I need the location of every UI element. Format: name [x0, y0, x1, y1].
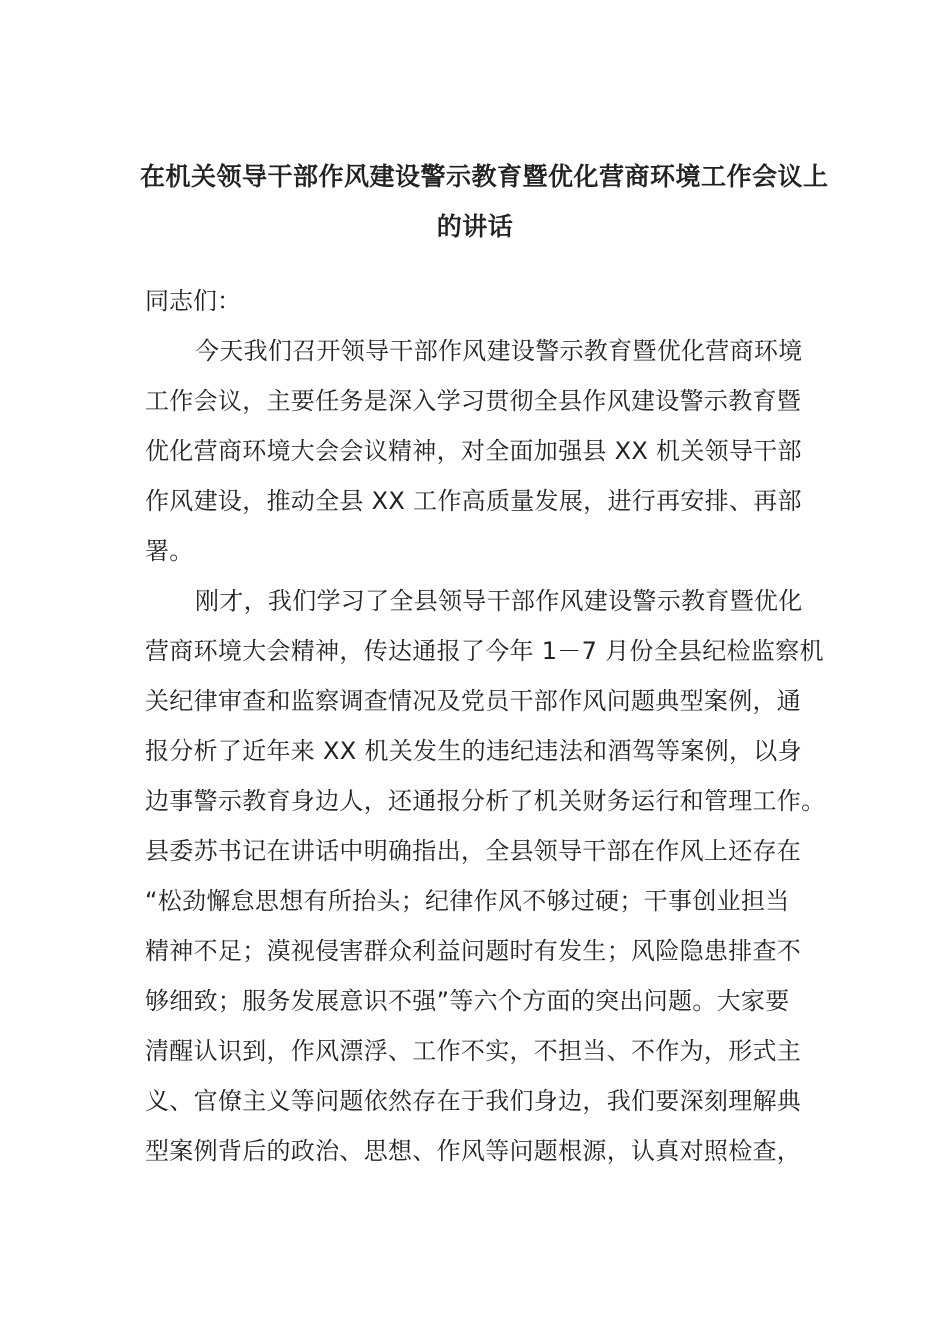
- paragraph-1-line-4: 作风建设，推动全县 XX 工作高质量发展，进行再安排、再部: [145, 487, 802, 515]
- paragraph-1-line-3: 优化营商环境大会会议精神，对全面加强县 XX 机关领导干部: [145, 437, 802, 465]
- document-title-line-2: 的讲话: [436, 212, 514, 241]
- paragraph-2-line-11: 义、官僚主义等问题依然存在于我们身边，我们要深刻理解典: [145, 1087, 802, 1115]
- salutation: 同志们：: [145, 287, 241, 315]
- paragraph-1-line-2: 工作会议，主要任务是深入学习贯彻全县作风建设警示教育暨: [145, 387, 802, 415]
- paragraph-2-line-1: 刚才，我们学习了全县领导干部作风建设警示教育暨优化: [195, 587, 803, 615]
- paragraph-2-line-10: 清醒认识到，作风漂浮、工作不实，不担当、不作为，形式主: [145, 1037, 802, 1065]
- paragraph-2-line-7: “松劲懈怠思想有所抬头；纪律作风不够过硬；干事创业担当: [145, 887, 790, 915]
- document-title-line-1: 在机关领导干部作风建设警示教育暨优化营商环境工作会议上: [140, 162, 829, 191]
- paragraph-2-line-2: 营商环境大会精神，传达通报了今年 1－7 月份全县纪检监察机: [145, 637, 824, 665]
- paragraph-2-line-9: 够细致；服务发展意识不强”等六个方面的突出问题。大家要: [145, 987, 790, 1015]
- paragraph-2-line-8: 精神不足；漠视侵害群众利益问题时有发生；风险隐患排查不: [145, 937, 802, 965]
- paragraph-2-line-3: 关纪律审查和监察调查情况及党员干部作风问题典型案例，通: [145, 687, 802, 715]
- paragraph-2-line-6: 县委苏书记在讲话中明确指出，全县领导干部在作风上还存在: [145, 837, 802, 865]
- paragraph-2-line-4: 报分析了近年来 XX 机关发生的违纪违法和酒驾等案例，以身: [145, 737, 802, 765]
- paragraph-1-line-1: 今天我们召开领导干部作风建设警示教育暨优化营商环境: [195, 337, 803, 365]
- paragraph-2-line-12: 型案例背后的政治、思想、作风等问题根源，认真对照检查，: [145, 1137, 802, 1165]
- paragraph-1-line-5: 署。: [145, 537, 194, 565]
- paragraph-2-line-5: 边事警示教育身边人，还通报分析了机关财务运行和管理工作。: [145, 787, 826, 815]
